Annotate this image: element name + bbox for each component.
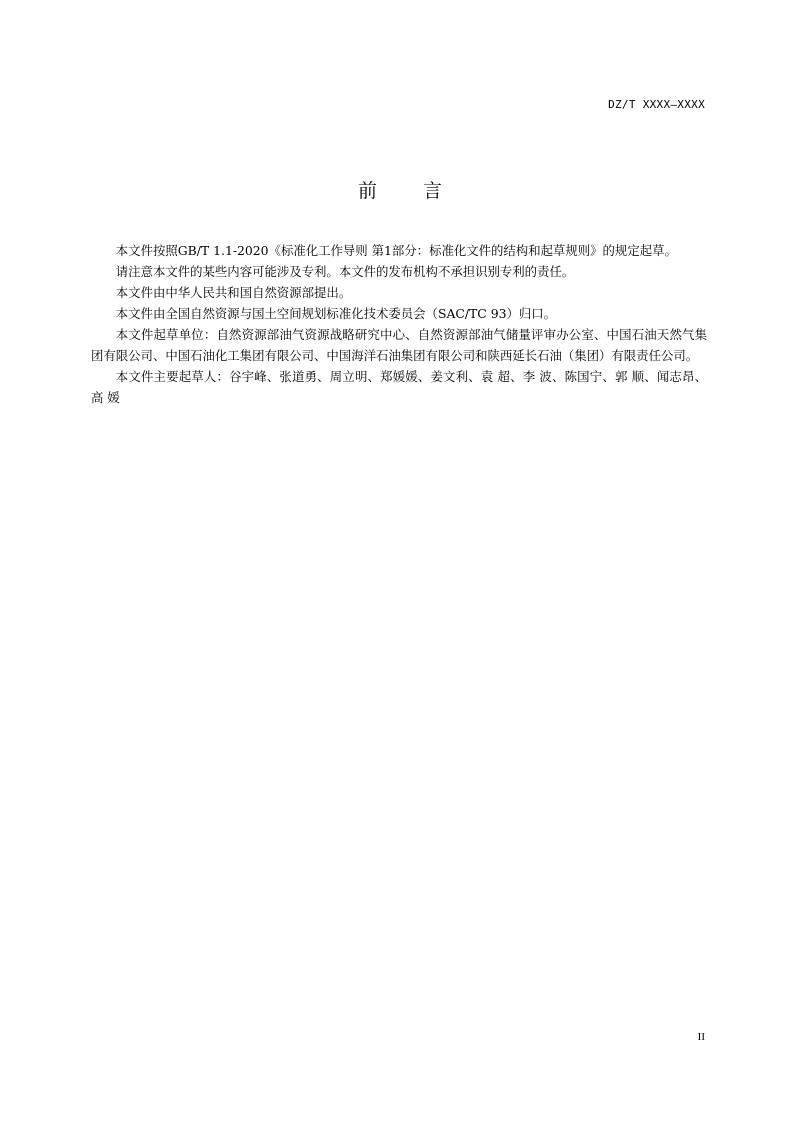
paragraph-drafting-rules: 本文件按照GB/T 1.1-2020《标准化工作导则 第1部分：标准化文件的结构和起草规则》的规定起草。 xyxy=(115,243,677,258)
document-body xyxy=(91,240,707,408)
title-char-2: 言 xyxy=(423,180,443,202)
paragraph-drafting-units: 本文件起草单位：自然资源部油气资源战略研究中心、自然资源部油气储量评审办公室、中国石油天然气集团有限公司、中国石油化工集团有限公司、中国海洋石油集团有限公司和陕西延长石油（集团）有限责任公司。 xyxy=(91,327,707,363)
page-number: II xyxy=(697,1031,705,1043)
paragraph-drafters: 本文件主要起草人：谷宇峰、张道勇、周立明、郑媛媛、姜文利、袁 超、李 波、陈国宁、郭 顺、闻志昂、高 媛 xyxy=(91,369,707,405)
paragraph-patent-notice: 请注意本文件的某些内容可能涉及专利。本文件的发布机构不承担识别专利的责任。 xyxy=(115,264,575,279)
page-title xyxy=(0,176,800,203)
paragraph-committee: 本文件由全国自然资源与国土空间规划标准化技术委员会（SAC/TC 93）归口。 xyxy=(115,306,557,321)
paragraph-proposer: 本文件由中华人民共和国自然资源部提出。 xyxy=(115,285,352,300)
header-standard-code: DZ/T XXXX—XXXX xyxy=(608,98,705,111)
title-char-1: 前 xyxy=(357,180,377,202)
